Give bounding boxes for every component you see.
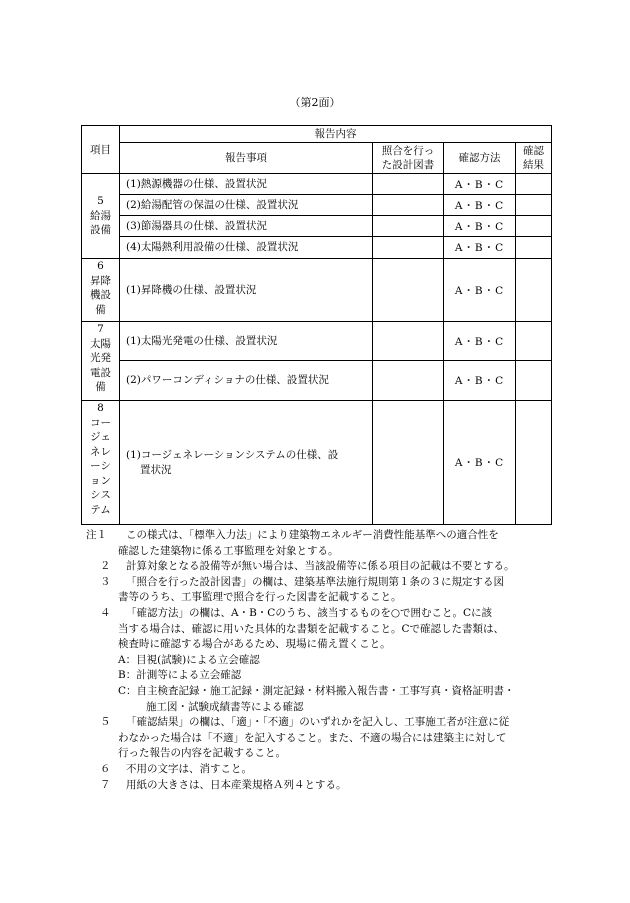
note-5 <box>86 715 556 762</box>
header-check-method: 確認方法 <box>444 143 516 174</box>
header-report-content: 報告内容 <box>120 126 552 143</box>
header-checked-drawings-line1: 照合を行っ <box>381 145 435 157</box>
note-text: C：自主検査記録・施工記録・測定記録・材料搬入報告書・工事写真・資格証明書・ <box>118 684 515 697</box>
report-matter-cell: (1)昇降機の仕様、設置状況 <box>120 259 373 322</box>
header-result-line2: 結果 <box>523 159 544 171</box>
result-cell[interactable] <box>516 259 552 322</box>
report-matter-cell <box>120 401 373 525</box>
page-number: （第2面） <box>289 96 341 109</box>
result-cell[interactable] <box>516 361 552 401</box>
note-text: 書等のうち、工事監理で照合を行った図書を記載すること。 <box>118 591 402 604</box>
check-method-cell[interactable]: A・B・C <box>444 237 516 259</box>
note-7 <box>86 778 556 794</box>
note-number: ７ <box>100 778 111 791</box>
checked-drawings-cell[interactable] <box>373 195 444 216</box>
note-text: 当する場合は、確認に用いた具体的な書類を記載すること。Cで確認した書類は、 <box>118 622 505 635</box>
category-label: シス <box>90 489 111 501</box>
report-matter-cell: (4)太陽熱利用設備の仕様、設置状況 <box>120 237 373 259</box>
checked-drawings-cell[interactable] <box>373 322 444 361</box>
report-table <box>81 125 552 525</box>
table-row <box>82 195 552 216</box>
header-checked-drawings <box>373 143 444 174</box>
check-method-cell[interactable]: A・B・C <box>444 195 516 216</box>
check-method-cell[interactable]: A・B・C <box>444 259 516 322</box>
category-label: ーシ <box>90 460 111 472</box>
checked-drawings-cell[interactable] <box>373 401 444 525</box>
table-row <box>82 401 552 525</box>
note-number: ２ <box>100 560 111 573</box>
table-row <box>82 322 552 361</box>
category-label: 光発 <box>90 352 111 364</box>
table-row <box>82 361 552 401</box>
result-cell[interactable] <box>516 401 552 525</box>
checked-drawings-cell[interactable] <box>373 216 444 237</box>
result-cell[interactable] <box>516 237 552 259</box>
note-text: B：計測等による立会確認 <box>118 669 242 682</box>
note-number: ４ <box>100 606 111 619</box>
header-result-line1: 確認 <box>523 145 544 157</box>
category-label: ョン <box>90 474 111 487</box>
check-method-cell[interactable]: A・B・C <box>444 401 516 525</box>
report-matter-cell: (2)給湯配管の保温の仕様、設置状況 <box>120 195 373 216</box>
checked-drawings-cell[interactable] <box>373 174 444 195</box>
note-text: 「確認結果」の欄は、「適」・「不適」のいずれかを記入し、工事施工者が注意に従 <box>126 716 510 729</box>
note-text: 行った報告の内容を記載すること。 <box>118 747 286 760</box>
check-method-cell[interactable]: A・B・C <box>444 216 516 237</box>
category-label: 給湯 <box>90 209 111 222</box>
note-text: この様式は、「標準入力法」により建築物エネルギー消費性能基準への適合性を <box>126 529 499 541</box>
category-cell <box>82 401 120 525</box>
note-1 <box>86 528 556 559</box>
checked-drawings-cell[interactable] <box>373 259 444 322</box>
note-number: 注１ <box>86 529 107 541</box>
category-label: 設備 <box>90 224 111 237</box>
note-text: 「照合を行った設計図書」の欄は、建築基準法施行規則第１条の３に規定する図 <box>126 575 504 588</box>
category-cell <box>82 174 120 259</box>
notes <box>86 528 556 793</box>
note-2 <box>86 559 556 575</box>
category-label: ジェ <box>90 431 111 443</box>
table-row <box>82 216 552 237</box>
category-cell <box>82 259 120 322</box>
category-label: 機設 <box>90 289 111 301</box>
header-result <box>516 143 552 174</box>
check-method-cell[interactable]: A・B・C <box>444 322 516 361</box>
table-row <box>82 237 552 259</box>
table-row <box>82 259 552 322</box>
result-cell[interactable] <box>516 322 552 361</box>
category-cell <box>82 322 120 401</box>
note-6 <box>86 762 556 778</box>
category-label: 備 <box>95 381 106 393</box>
note-text: 用紙の大きさは、日本産業規格Ａ列４とする。 <box>126 778 347 791</box>
report-matter-line: 置状況 <box>140 463 172 476</box>
checked-drawings-cell[interactable] <box>373 237 444 259</box>
note-text: A：目視(試験)による立会確認 <box>118 653 260 666</box>
report-matter-cell: (3)節湯器具の仕様、設置状況 <box>120 216 373 237</box>
report-matter-cell: (1)太陽光発電の仕様、設置状況 <box>120 322 373 361</box>
category-label: 電設 <box>90 366 111 379</box>
checked-drawings-cell[interactable] <box>373 361 444 401</box>
result-cell[interactable] <box>516 216 552 237</box>
report-matter-cell: (2)パワーコンディショナの仕様、設置状況 <box>120 361 373 401</box>
category-label: 昇降 <box>90 274 111 287</box>
result-cell[interactable] <box>516 195 552 216</box>
category-label: 7 <box>97 323 104 335</box>
category-label: 5 <box>97 195 104 208</box>
header-report-matter: 報告事項 <box>120 143 373 174</box>
note-text: 検査時に確認する場合があるため、現場に備え置くこと。 <box>118 638 391 651</box>
note-text: わなかった場合は「不適」を記入すること。また、不適の場合には建築主に対して <box>118 731 507 744</box>
note-text: 施工図・試験成績書等による確認 <box>146 700 304 713</box>
category-label: テム <box>90 503 111 516</box>
note-text: 確認した建築物に係る工事監理を対象とする。 <box>118 544 339 557</box>
check-method-cell[interactable]: A・B・C <box>444 361 516 401</box>
report-matter-line: (1)コージェネレーションシステムの仕様、設 <box>126 448 339 461</box>
note-number: ３ <box>100 575 111 588</box>
header-checked-drawings-line2: た設計図書 <box>381 159 435 171</box>
category-label: ネレ <box>90 445 111 458</box>
note-4 <box>86 606 556 715</box>
note-text: 計算対象となる設備等が無い場合は、当該設備等に係る項目の記載は不要とする。 <box>126 560 515 573</box>
category-label: コー <box>90 416 111 429</box>
category-label: 太陽 <box>90 337 111 350</box>
header-item: 項目 <box>82 126 120 174</box>
note-text: 不用の文字は、消すこと。 <box>126 762 252 775</box>
table-row <box>82 174 552 195</box>
result-cell[interactable] <box>516 174 552 195</box>
category-label: 6 <box>97 260 104 272</box>
report-matter-cell: (1)熱源機器の仕様、設置状況 <box>120 174 373 195</box>
note-number: ６ <box>100 762 111 775</box>
note-text: 「確認方法」の欄は、A・B・Cのうち、該当するものを○で囲むこと。Cに該 <box>126 606 493 619</box>
note-3 <box>86 575 556 606</box>
category-label: 8 <box>97 402 104 414</box>
category-label: 備 <box>95 303 106 316</box>
note-number: ５ <box>100 716 111 729</box>
check-method-cell[interactable]: A・B・C <box>444 174 516 195</box>
